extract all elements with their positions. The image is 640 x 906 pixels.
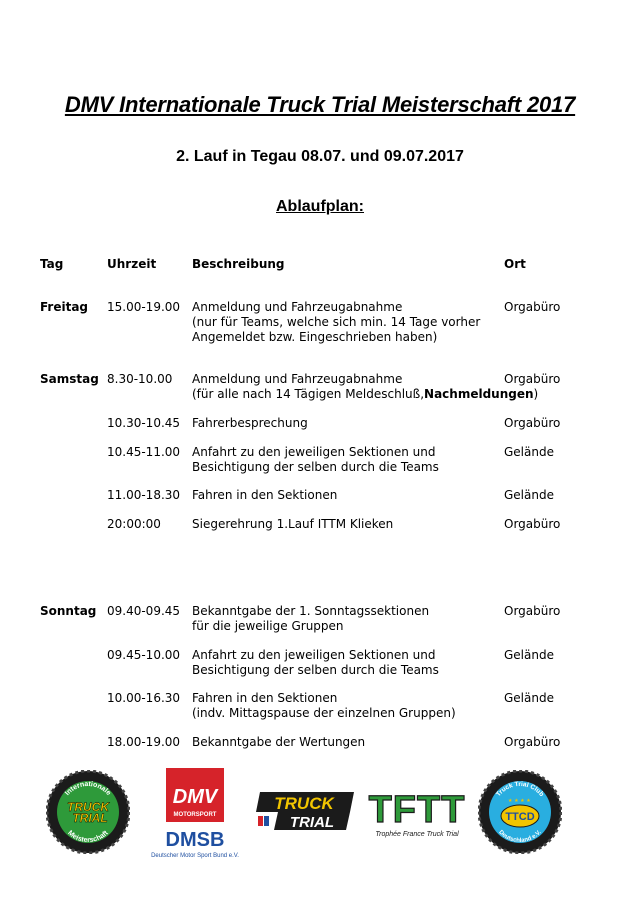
header-day: Tag xyxy=(40,257,64,271)
dmv-text: DMV xyxy=(172,786,218,808)
dmv-sub-text: MOTORSPORT xyxy=(173,812,217,818)
row-description: Anfahrt zu den jeweiligen Sektionen und Besichtigung der selben durch die Teams xyxy=(192,445,439,474)
row-location: Orgabüro xyxy=(504,416,561,430)
row-location: Gelände xyxy=(504,648,554,662)
ttcd-top-text: Truck Trial Club xyxy=(494,780,545,799)
row-day: Samstag xyxy=(40,372,99,386)
row-location: Orgabüro xyxy=(504,517,561,531)
tftt-text: TFTT xyxy=(368,789,466,831)
row-time: 10.30-10.45 xyxy=(107,416,181,430)
row-time: 20:00:00 xyxy=(107,517,161,531)
row-description: Anmeldung und Fahrzeugabnahme (für alle nach 14 Tägigen Meldeschluß,Nachmeldungen) xyxy=(192,372,539,401)
row-description: Fahren in den Sektionen (indv. Mittagspause der einzelnen Gruppen) xyxy=(192,691,456,720)
row-day: Freitag xyxy=(40,300,89,314)
sponsor-logos xyxy=(0,760,640,860)
ttcd-text: TTCD xyxy=(505,811,535,823)
row-time: 09.45-10.00 xyxy=(107,648,181,662)
row-description: Fahren in den Sektionen xyxy=(192,488,338,502)
row-description: Fahrerbesprechung xyxy=(192,416,308,430)
row-location: Gelände xyxy=(504,488,554,502)
row-description: Siegerehrung 1.Lauf ITTM Klieken xyxy=(192,517,394,531)
row-day: Sonntag xyxy=(40,604,97,618)
event-subtitle: 2. Lauf in Tegau 08.07. und 09.07.2017 xyxy=(176,148,464,165)
ittm-top-text: Internationale xyxy=(63,780,112,797)
dmsb-text: DMSB xyxy=(165,829,225,851)
ittm-trial-text: TRIAL xyxy=(72,811,108,825)
row-time: 11.00-18.30 xyxy=(107,488,181,502)
svg-text:★ ★ ★ ★: ★ ★ ★ ★ xyxy=(508,798,531,804)
row-location: Orgabüro xyxy=(504,372,561,386)
row-location: Gelände xyxy=(504,445,554,459)
row-time: 15.00-19.00 xyxy=(107,300,181,314)
ttcd-logo xyxy=(478,770,562,854)
ittm-logo xyxy=(46,770,130,854)
row-location: Orgabüro xyxy=(504,735,561,749)
ittm-truck-text: TRUCK xyxy=(67,800,109,814)
dmsb-sub-text: Deutscher Motor Sport Bund e.V. xyxy=(151,853,239,859)
row-description: Bekanntgabe der Wertungen xyxy=(192,735,366,749)
document-title: DMV Internationale Truck Trial Meisterschaft 2017 xyxy=(64,92,576,117)
header-description: Beschreibung xyxy=(192,257,285,271)
header-location: Ort xyxy=(504,257,526,271)
row-time: 09.40-09.45 xyxy=(107,604,181,618)
trial-text: TRIAL xyxy=(289,814,335,831)
row-location: Gelände xyxy=(504,691,554,705)
row-time: 18.00-19.00 xyxy=(107,735,181,749)
row-description: Anmeldung und Fahrzeugabnahme (nur für Teams, welche sich min. 14 Tage vorher Angemeldet bzw. Eingeschrieben haben) xyxy=(192,300,481,344)
truck-text: TRUCK xyxy=(274,794,334,813)
row-description: Anfahrt zu den jeweiligen Sektionen und Besichtigung der selben durch die Teams xyxy=(192,648,439,677)
tftt-logo xyxy=(362,784,472,840)
row-time: 10.45-11.00 xyxy=(107,445,181,459)
row-time: 10.00-16.30 xyxy=(107,691,181,705)
row-time: 8.30-10.00 xyxy=(107,372,173,386)
row-location: Orgabüro xyxy=(504,604,561,618)
row-description: Bekanntgabe der 1. Sonntagssektionen für die jeweilige Gruppen xyxy=(192,604,430,633)
tftt-sub-text: Trophée France Truck Trial xyxy=(375,831,459,838)
header-time: Uhrzeit xyxy=(107,257,157,271)
ittm-bottom-text: Meisterschaft xyxy=(66,829,110,845)
plan-heading: Ablaufplan: xyxy=(276,198,364,215)
dmv-dmsb-logo xyxy=(136,768,256,860)
ttcd-bottom-text: Deutschland e.V. xyxy=(497,829,543,845)
row-location: Orgabüro xyxy=(504,300,561,314)
truck-trial-logo xyxy=(254,788,358,836)
